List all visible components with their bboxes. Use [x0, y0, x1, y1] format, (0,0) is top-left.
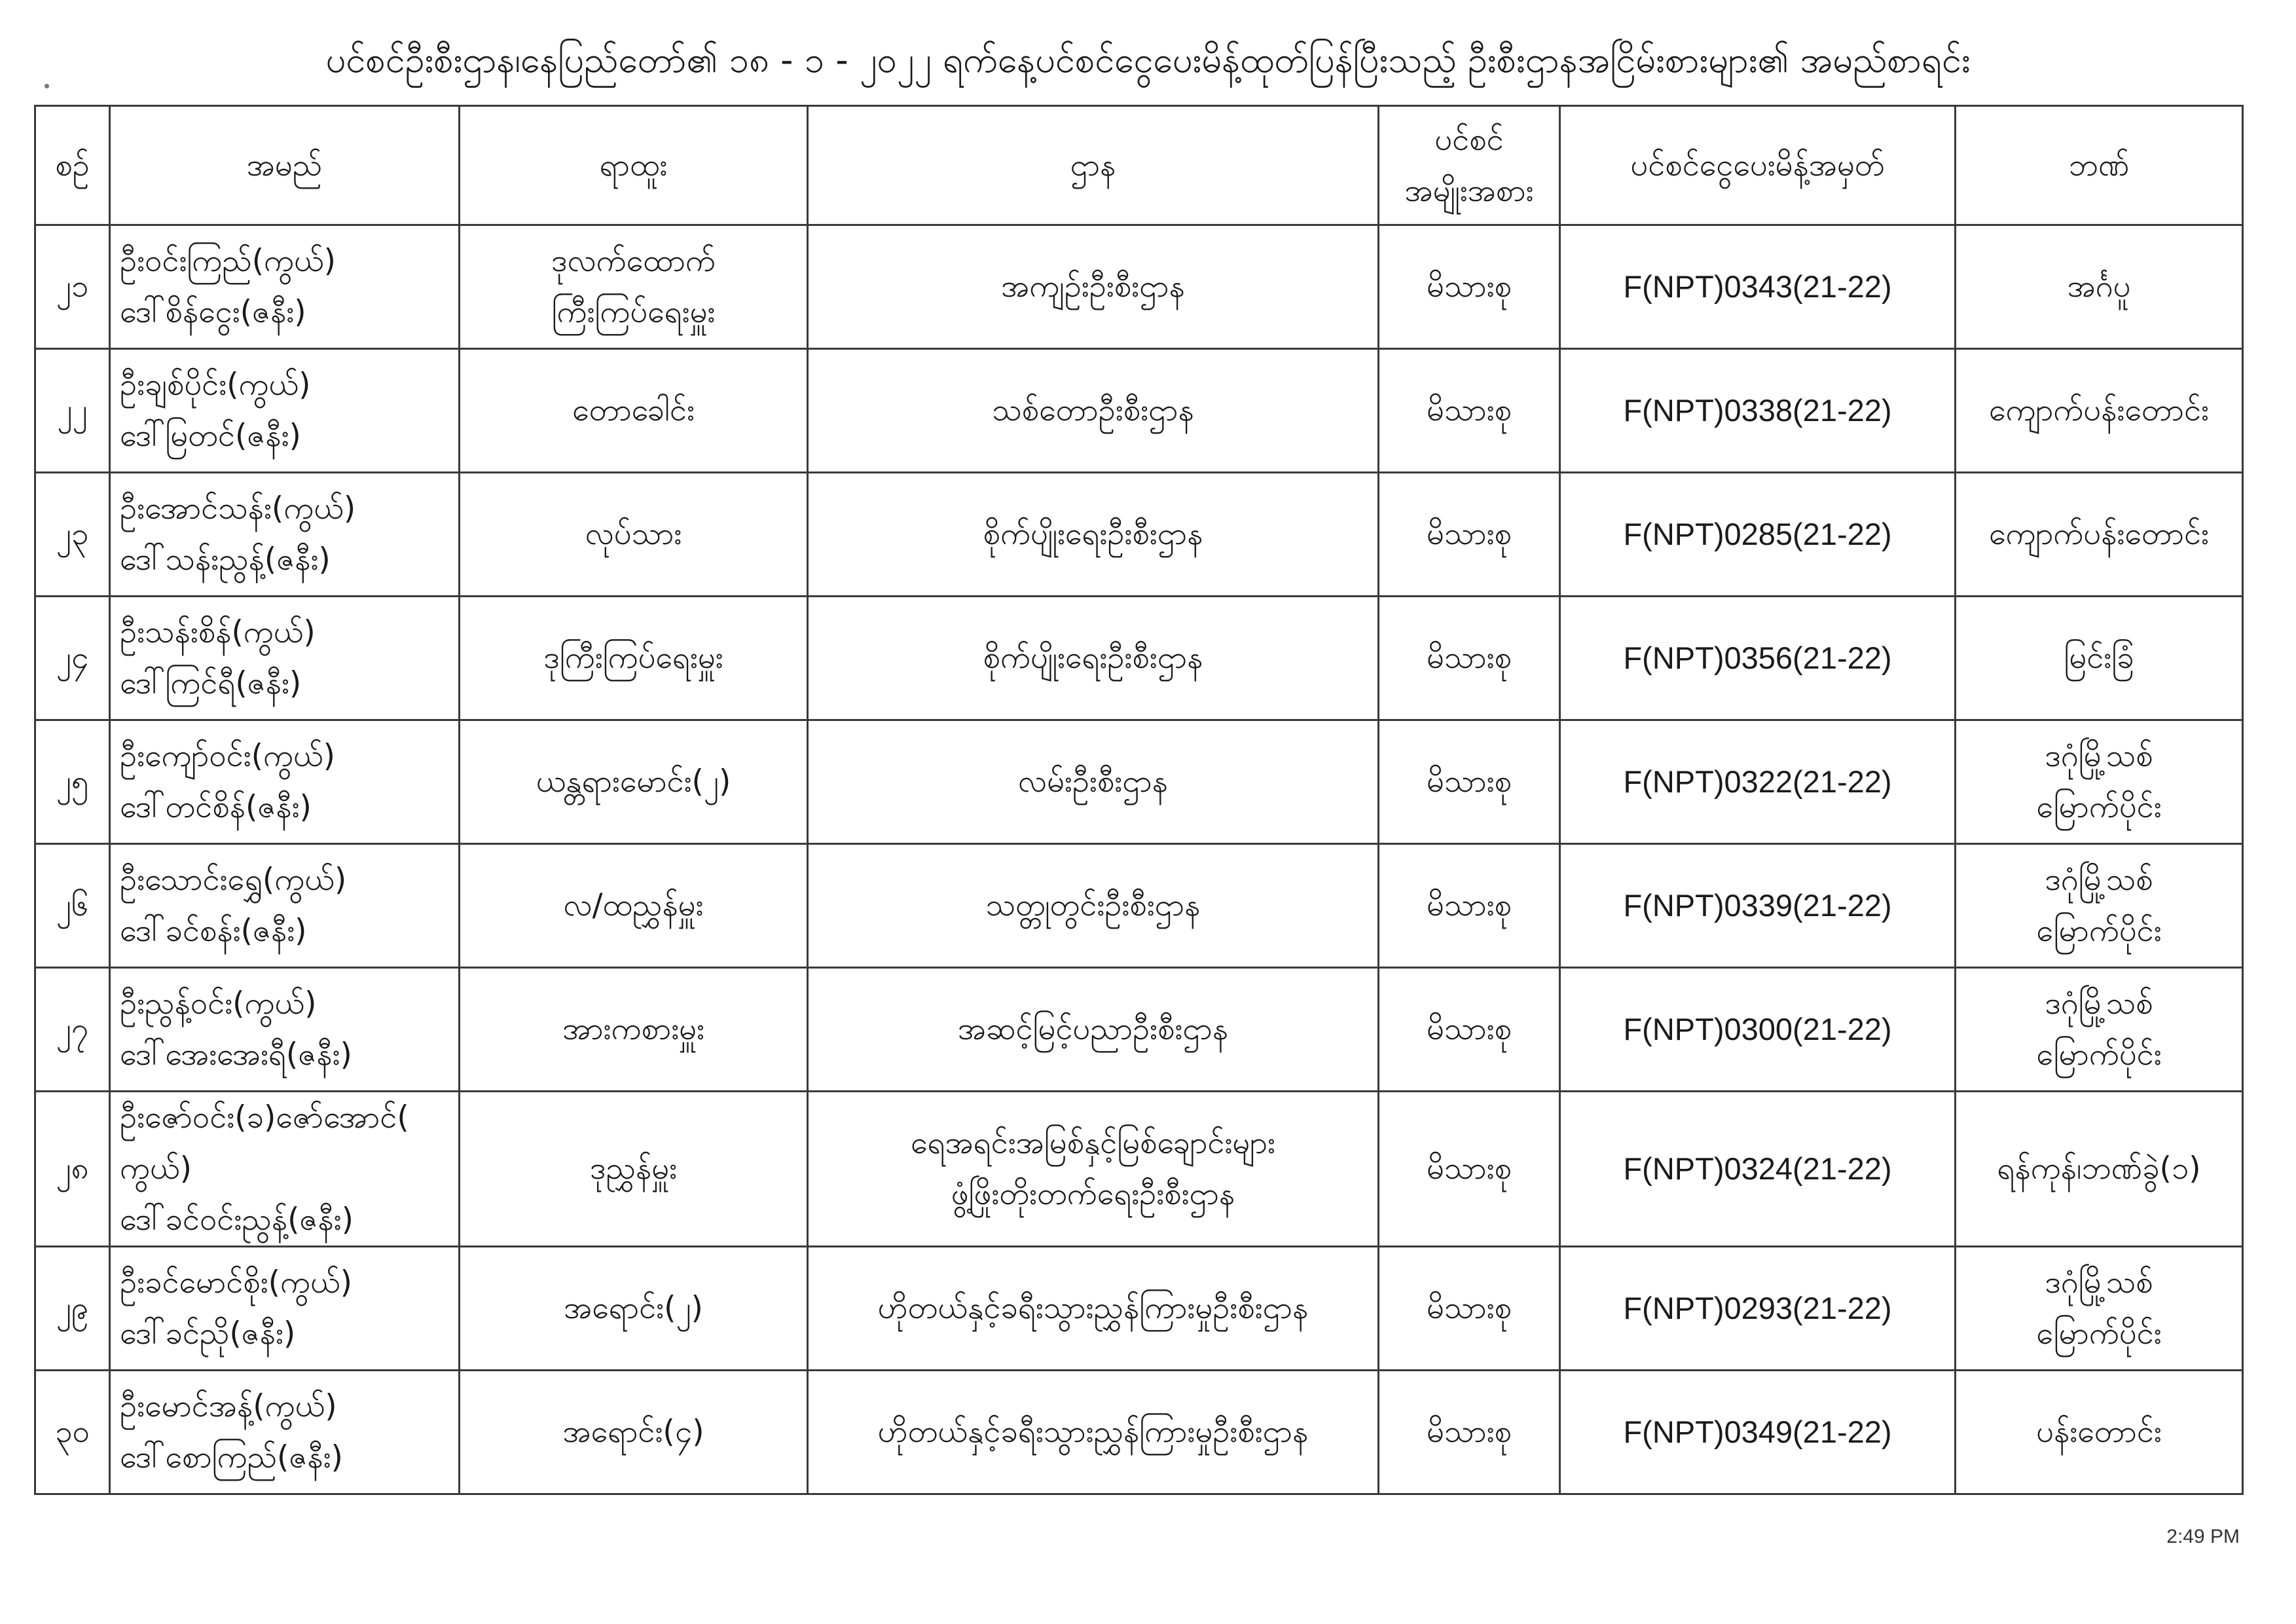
cell-name [110, 597, 460, 720]
cell-bank [1956, 1247, 2243, 1371]
name-line: ဦးညွန့်ဝင်း(ကွယ်) [120, 986, 317, 1022]
cell-rank [460, 597, 808, 720]
rank-line: အားကစားမှူး [562, 1011, 704, 1047]
cell-pension-type: မိသားစု [1379, 1247, 1560, 1371]
table-row [35, 968, 2243, 1092]
header-rank: ရာထူး [460, 106, 808, 225]
rank-line: ယန္တရားမောင်း(၂) [536, 764, 731, 800]
bank-line: ပန်းတောင်း [2036, 1414, 2162, 1450]
print-timestamp: 2:49 PM [2166, 1526, 2240, 1547]
department-line: လမ်းဦးစီးဌာန [1018, 764, 1168, 800]
name-line: ဒေါ်မြတင်(ဇနီး) [120, 418, 301, 454]
bank-line: မြောက်ပိုင်း [2036, 913, 2162, 949]
cell-pension-type: မိသားစု [1379, 720, 1560, 844]
table-row [35, 473, 2243, 597]
name-line: ဒေါ်သန်းညွန့်(ဇနီး) [120, 542, 331, 578]
name-line: ဦးဇော်ဝင်း(ခ)ဇော်အောင်( [120, 1099, 409, 1135]
header-pension-type-line2: အမျိုးအစား [1404, 172, 1534, 209]
name-line: ဒေါ်ခင်ညို(ဇနီး) [120, 1316, 296, 1352]
header-pension-type [1379, 106, 1560, 225]
department-line: သတ္တုတွင်းဦးစီးဌာန [985, 887, 1201, 923]
cell-department [808, 225, 1379, 349]
department-line: အကျဉ်းဦးစီးဌာန [1001, 268, 1185, 304]
bank-line: ဒဂုံမြို့သစ် [2045, 1264, 2153, 1301]
header-bank: ဘဏ် [1956, 106, 2243, 225]
cell-name [110, 720, 460, 844]
cell-name [110, 225, 460, 349]
header-department: ဌာန [808, 106, 1379, 225]
cell-no: ၂၈ [35, 1092, 110, 1247]
cell-pension-type: မိသားစု [1379, 349, 1560, 473]
table-row [35, 1371, 2243, 1494]
rank-line: ဒုလက်ထောက် [551, 243, 716, 279]
cell-name [110, 1371, 460, 1494]
cell-name [110, 844, 460, 968]
cell-rank [460, 225, 808, 349]
cell-department [808, 1371, 1379, 1494]
table-header-row [35, 106, 2243, 225]
cell-bank [1956, 225, 2243, 349]
cell-order-no: F(NPT)0293(21-22) [1560, 1247, 1956, 1371]
bank-line: ကျောက်ပန်းတောင်း [1989, 516, 2209, 552]
name-line: ဒေါ်ကြင်ရီ(ဇနီး) [120, 665, 302, 701]
bank-line: ဒဂုံမြို့သစ် [2045, 862, 2153, 898]
cell-rank [460, 1247, 808, 1371]
cell-name [110, 349, 460, 473]
cell-order-no: F(NPT)0343(21-22) [1560, 225, 1956, 349]
header-no: စဉ် [35, 106, 110, 225]
cell-department [808, 844, 1379, 968]
cell-bank [1956, 720, 2243, 844]
name-line: ဒေါ်ခင်ဝင်းညွန့်(ဇနီး) [120, 1202, 354, 1238]
table-row [35, 1092, 2243, 1247]
name-line: ဦးဝင်းကြည်(ကွယ်) [120, 243, 337, 279]
rank-line: ကြီးကြပ်ရေးမှူး [551, 294, 716, 330]
cell-pension-type: မိသားစု [1379, 844, 1560, 968]
cell-rank [460, 349, 808, 473]
bank-line: ရန်ကုန်၊ဘဏ်ခွဲ(၁) [1997, 1151, 2201, 1187]
department-line: ဟိုတယ်နှင့်ခရီးသွားညွှန်ကြားမှုဦးစီးဌာန [877, 1290, 1309, 1326]
cell-pension-type: မိသားစု [1379, 225, 1560, 349]
cell-rank [460, 720, 808, 844]
cell-department [808, 597, 1379, 720]
cell-rank [460, 844, 808, 968]
bank-line: ဒဂုံမြို့သစ် [2045, 738, 2153, 774]
cell-bank [1956, 968, 2243, 1092]
cell-bank [1956, 1371, 2243, 1494]
cell-pension-type: မိသားစု [1379, 1092, 1560, 1247]
department-line: စိုက်ပျိုးရေးဦးစီးဌာန [983, 640, 1203, 676]
header-name: အမည် [110, 106, 460, 225]
department-line: ရေအရင်းအမြစ်နှင့်မြစ်ချောင်းများ [911, 1125, 1275, 1161]
name-line: ဒေါ်တင်စိန်(ဇနီး) [120, 789, 312, 825]
cell-bank [1956, 473, 2243, 597]
name-line: ဒေါ်အေးအေးရီ(ဇနီး) [120, 1037, 352, 1073]
table-row [35, 225, 2243, 349]
rank-line: ဒုကြီးကြပ်ရေးမှူး [543, 640, 723, 676]
name-line: ဦးအောင်သန်း(ကွယ်) [120, 490, 356, 526]
cell-order-no: F(NPT)0322(21-22) [1560, 720, 1956, 844]
department-line: သစ်တောဦးစီးဌာန [992, 392, 1194, 428]
header-pension-type-line1: ပင်စင် [1434, 121, 1504, 158]
cell-no: ၂၄ [35, 597, 110, 720]
cell-order-no: F(NPT)0324(21-22) [1560, 1092, 1956, 1247]
bank-line: မြင်းခြံ [2064, 640, 2134, 676]
department-line: အဆင့်မြင့်ပညာဦးစီးဌာန [957, 1011, 1229, 1047]
table-row [35, 597, 2243, 720]
cell-rank [460, 473, 808, 597]
table-row [35, 844, 2243, 968]
department-line: ဖွံ့ဖြိုးတိုးတက်ရေးဦးစီးဌာန [951, 1176, 1235, 1212]
table-row [35, 349, 2243, 473]
cell-department [808, 349, 1379, 473]
pensioner-table [34, 105, 2244, 1495]
cell-order-no: F(NPT)0349(21-22) [1560, 1371, 1956, 1494]
bank-line: အင်္ဂပူ [2067, 268, 2131, 304]
cell-no: ၂၉ [35, 1247, 110, 1371]
name-line: ဒေါ်စိန်ငွေး(ဇနီး) [120, 294, 306, 330]
cell-order-no: F(NPT)0300(21-22) [1560, 968, 1956, 1092]
cell-name [110, 1247, 460, 1371]
cell-order-no: F(NPT)0338(21-22) [1560, 349, 1956, 473]
cell-no: ၂၁ [35, 225, 110, 349]
table-row [35, 720, 2243, 844]
department-line: ဟိုတယ်နှင့်ခရီးသွားညွှန်ကြားမှုဦးစီးဌာန [877, 1414, 1309, 1450]
name-line: ဦးသောင်းရွှေ(ကွယ်) [120, 862, 347, 898]
cell-department [808, 720, 1379, 844]
cell-department [808, 1092, 1379, 1247]
name-line: ဒေါ်ခင်စန်း(ဇနီး) [120, 913, 307, 949]
name-line: ဦးခင်မောင်စိုး(ကွယ်) [120, 1264, 352, 1301]
name-line: ဦးမောင်အန့်(ကွယ်) [120, 1388, 337, 1424]
cell-no: ၂၇ [35, 968, 110, 1092]
rank-line: တောခေါင်း [572, 392, 695, 428]
cell-rank [460, 1092, 808, 1247]
table-body [35, 225, 2243, 1494]
cell-bank [1956, 1092, 2243, 1247]
document-title: ပင်စင်ဦးစီးဌာန၊နေပြည်တော်၏ ၁၈ - ၁ - ၂၀၂၂ ရက်နေ့ပင်စင်ငွေပေးမိန့်ထုတ်ပြန်ပြီးသည့် ဦးစီးဌာနအငြိမ်းစားများ၏ အမည်စာရင်း [325, 39, 1971, 81]
cell-order-no: F(NPT)0285(21-22) [1560, 473, 1956, 597]
cell-name [110, 968, 460, 1092]
cell-no: ၂၂ [35, 349, 110, 473]
cell-department [808, 473, 1379, 597]
cell-no: ၂၅ [35, 720, 110, 844]
scan-speck [45, 84, 49, 88]
bank-line: ကျောက်ပန်းတောင်း [1989, 392, 2209, 428]
cell-name [110, 473, 460, 597]
cell-no: ၂၆ [35, 844, 110, 968]
cell-bank [1956, 349, 2243, 473]
cell-rank [460, 1371, 808, 1494]
name-line: ဦးသန်းစိန်(ကွယ်) [120, 614, 316, 650]
cell-order-no: F(NPT)0356(21-22) [1560, 597, 1956, 720]
cell-pension-type: မိသားစု [1379, 1371, 1560, 1494]
cell-name [110, 1092, 460, 1247]
cell-no: ၃၀ [35, 1371, 110, 1494]
bank-line: မြောက်ပိုင်း [2036, 1037, 2162, 1073]
cell-no: ၂၃ [35, 473, 110, 597]
department-line: စိုက်ပျိုးရေးဦးစီးဌာန [983, 516, 1203, 552]
cell-department [808, 1247, 1379, 1371]
name-line: ကွယ်) [120, 1151, 192, 1187]
name-line: ဦးချစ်ပိုင်း(ကွယ်) [120, 367, 311, 403]
rank-line: လ/ထညွှန်မှူး [563, 887, 704, 923]
rank-line: လုပ်သား [585, 516, 682, 552]
cell-order-no: F(NPT)0339(21-22) [1560, 844, 1956, 968]
rank-line: ဒုညွှန်မှူး [589, 1151, 678, 1187]
name-line: ဒေါ်စောကြည်(ဇနီး) [120, 1439, 343, 1475]
cell-pension-type: မိသားစု [1379, 968, 1560, 1092]
bank-line: မြောက်ပိုင်း [2036, 789, 2162, 825]
rank-line: အရောင်း(၄) [562, 1414, 704, 1450]
cell-rank [460, 968, 808, 1092]
cell-bank [1956, 844, 2243, 968]
cell-department [808, 968, 1379, 1092]
bank-line: ဒဂုံမြို့သစ် [2045, 986, 2153, 1022]
table-row [35, 1247, 2243, 1371]
header-order-no: ပင်စင်ငွေပေးမိန့်အမှတ် [1560, 106, 1956, 225]
bank-line: မြောက်ပိုင်း [2036, 1316, 2162, 1352]
rank-line: အရောင်း(၂) [564, 1290, 703, 1326]
cell-bank [1956, 597, 2243, 720]
cell-pension-type: မိသားစု [1379, 473, 1560, 597]
cell-pension-type: မိသားစု [1379, 597, 1560, 720]
name-line: ဦးကျော်ဝင်း(ကွယ်) [120, 738, 335, 774]
